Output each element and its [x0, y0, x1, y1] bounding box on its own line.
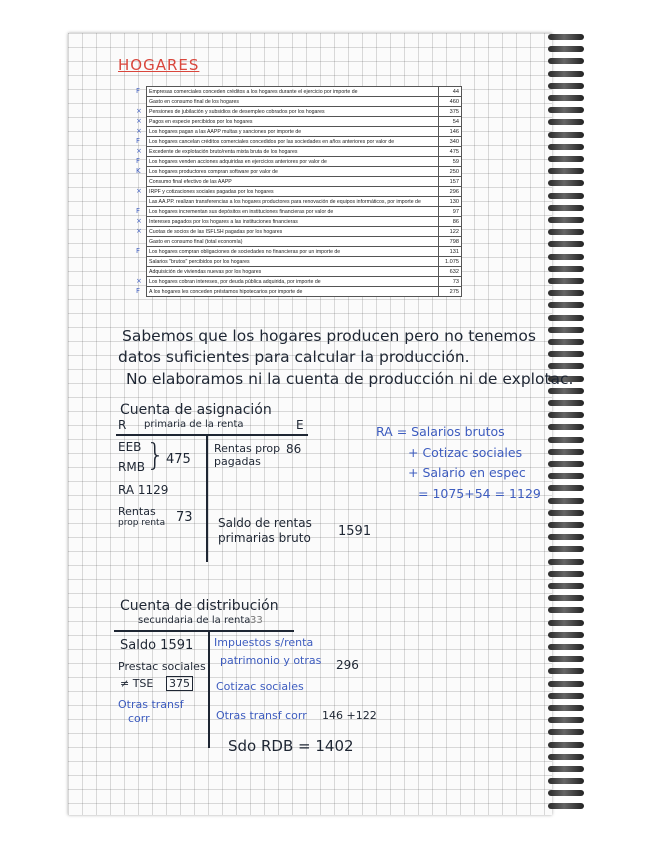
table-row — [147, 207, 462, 217]
table-cell-concept: Los hogares cobran intereses, por deuda pública adquirida, por importe de — [147, 277, 439, 287]
asignacion-saldo-2: primarias bruto — [218, 531, 311, 545]
asignacion-eeb-value: 475 — [166, 452, 191, 467]
table-mark: F — [136, 137, 141, 145]
spiral-coil — [548, 144, 584, 150]
spiral-coil — [548, 156, 584, 162]
spiral-coil — [548, 71, 584, 77]
table-cell-value: 375 — [439, 107, 462, 117]
table-cell-value: 146 — [439, 127, 462, 137]
table-cell-concept: Los hogares venden acciones adquiridas en ejercicios anteriores por valor de — [147, 157, 439, 167]
asignacion-saldo-value: 1591 — [338, 524, 372, 539]
distribucion-prestac: Prestac sociales — [118, 660, 206, 673]
spiral-coil — [548, 119, 584, 125]
table-mark: F — [136, 207, 141, 215]
table-row — [147, 87, 462, 97]
spiral-coil — [548, 534, 584, 540]
table-mark: × — [136, 187, 142, 195]
spiral-coil — [548, 717, 584, 723]
table-row — [147, 217, 462, 227]
spiral-coil — [548, 766, 584, 772]
spiral-coil — [548, 205, 584, 211]
spiral-coil — [548, 58, 584, 64]
table-cell-concept: Salarios "brutos" percibidos por los hogares — [147, 257, 439, 267]
table-mark: × — [136, 127, 142, 135]
distribucion-impuestos-2: patrimonio y otras — [220, 654, 322, 667]
spiral-coil — [548, 388, 584, 394]
asignacion-rentas-pagadas-2: pagadas — [214, 455, 261, 468]
table-cell-concept: Adquisición de viviendas nuevas por los hogares — [147, 267, 439, 277]
spiral-coil — [548, 583, 584, 589]
asignacion-rentas-pagadas: Rentas prop — [214, 442, 281, 455]
table-row — [147, 127, 462, 137]
table-cell-concept: Gasto en consumo final de los hogares — [147, 97, 439, 107]
asignacion-subtitle: primaria de la renta — [144, 419, 244, 430]
table-cell-value: 130 — [439, 197, 462, 207]
table-cell-concept: Intereses pagados por los hogares a las instituciones financieras — [147, 217, 439, 227]
distribucion-cotizac: Cotizac sociales — [216, 680, 304, 693]
spiral-coil — [548, 693, 584, 699]
distribucion-otras-left: Otras transf — [118, 698, 184, 711]
table-row — [147, 107, 462, 117]
table-cell-concept: Pensiones de jubilación y subsidios de desempleo cobrados por los hogares — [147, 107, 439, 117]
spiral-coil — [548, 107, 584, 113]
table-cell-value: 340 — [439, 137, 462, 147]
spiral-coil — [548, 217, 584, 223]
ra-note-3: + Salario en espec — [408, 465, 526, 480]
table-mark: × — [136, 217, 142, 225]
table-cell-value: 475 — [439, 147, 462, 157]
ra-note-1: RA = Salarios brutos — [376, 424, 505, 439]
table-cell-concept: Cuotas de socios de las ISFLSH pagadas por los hogares — [147, 227, 439, 237]
table-mark: × — [136, 147, 142, 155]
spiral-coil — [548, 278, 584, 284]
note-line-1: Sabemos que los hogares producen pero no tenemos — [122, 327, 536, 345]
table-mark: F — [136, 157, 141, 165]
table-cell-value: 460 — [439, 97, 462, 107]
distribucion-t-vertical — [208, 630, 210, 748]
table-row — [147, 197, 462, 207]
spiral-coil — [548, 254, 584, 260]
table-cell-concept: Gasto en consumo final (total economía) — [147, 237, 439, 247]
table-cell-concept: Las AA.PP. realizan transferencias a los hogares productores para renovación de equipos informáticos, por importe de — [147, 197, 439, 207]
table-row — [147, 237, 462, 247]
table-cell-concept: A los hogares les conceden préstamos hipotecarios por importe de — [147, 287, 439, 297]
spiral-coil — [548, 180, 584, 186]
asignacion-rentas-left-2: prop renta — [118, 518, 166, 528]
table-cell-value: 73 — [439, 277, 462, 287]
table-row — [147, 117, 462, 127]
spiral-coil — [548, 193, 584, 199]
spiral-coil — [548, 522, 584, 528]
distribucion-otras-right-value: 146 +122 — [322, 709, 377, 722]
spiral-coil — [548, 424, 584, 430]
spiral-coil — [548, 473, 584, 479]
distribucion-subtitle-note: 33 — [250, 615, 263, 626]
table-mark: F — [136, 87, 141, 95]
spiral-coil — [548, 83, 584, 89]
spiral-coil — [548, 803, 584, 809]
page-title: HOGARES — [118, 56, 200, 74]
table-mark: × — [136, 117, 142, 125]
ra-note-4: = 1075+54 = 1129 — [418, 486, 541, 501]
spiral-coil — [548, 742, 584, 748]
spiral-coil — [548, 668, 584, 674]
spiral-coil — [548, 363, 584, 369]
asignacion-rentas-left-value: 73 — [176, 510, 193, 525]
asignacion-left-head: R — [118, 418, 127, 432]
spiral-coil — [548, 644, 584, 650]
table-row — [147, 187, 462, 197]
asignacion-t-horizontal — [116, 434, 308, 436]
distribucion-saldo: Saldo 1591 — [120, 638, 194, 653]
spiral-coil — [548, 607, 584, 613]
table-mark: F — [136, 247, 141, 255]
table-cell-concept: Pagos en especie percibidos por los hogares — [147, 117, 439, 127]
table-cell-value: 250 — [439, 167, 462, 177]
spiral-coil — [548, 485, 584, 491]
distribucion-impuestos: Impuestos s/renta — [214, 636, 314, 649]
spiral-coil — [548, 498, 584, 504]
table-cell-value: 59 — [439, 157, 462, 167]
table-row — [147, 257, 462, 267]
spiral-coil — [548, 302, 584, 308]
distribucion-otras-left-2: corr — [128, 712, 150, 725]
distribucion-title: Cuenta de distribución — [120, 598, 279, 614]
asignacion-eeb: EEB — [118, 440, 142, 454]
table-mark: × — [136, 107, 142, 115]
spiral-coil — [548, 412, 584, 418]
note-line-2: datos suficientes para calcular la producción. — [118, 348, 470, 366]
spiral-coil — [548, 327, 584, 333]
ra-note-2: + Cotizac sociales — [408, 445, 523, 460]
asignacion-saldo: Saldo de rentas — [218, 516, 312, 530]
spiral-coil — [548, 595, 584, 601]
asignacion-ra: RA 1129 — [118, 483, 169, 497]
table-row — [147, 277, 462, 287]
table-cell-value: 86 — [439, 217, 462, 227]
note-line-3: No elaboramos ni la cuenta de producción ni de explotac. — [126, 370, 574, 388]
distribucion-rdb: Sdo RDB = 1402 — [228, 737, 354, 755]
table-row — [147, 267, 462, 277]
spiral-coil — [548, 132, 584, 138]
table-cell-concept: Consumo final efectivo de las AAPP — [147, 177, 439, 187]
spiral-binding — [548, 34, 588, 814]
distribucion-otras-right: Otras transf corr — [216, 709, 307, 722]
table-mark: K — [136, 167, 141, 175]
table-row — [147, 167, 462, 177]
spiral-coil — [548, 571, 584, 577]
table-row — [147, 177, 462, 187]
distribucion-tse: ≠ TSE — [120, 677, 154, 690]
spiral-coil — [548, 266, 584, 272]
table-mark: × — [136, 277, 142, 285]
spiral-coil — [548, 656, 584, 662]
table-row — [147, 97, 462, 107]
spiral-coil — [548, 449, 584, 455]
spiral-coil — [548, 34, 584, 40]
distribucion-impuestos-value: 296 — [336, 658, 359, 672]
table-cell-concept: Los hogares incrementan sus depósitos en instituciones financieras por valor de — [147, 207, 439, 217]
table-cell-concept: Los hogares cancelan créditos comerciales concedidos por las sociedades en años anteriores por valor de — [147, 137, 439, 147]
table-cell-value: 157 — [439, 177, 462, 187]
table-row — [147, 287, 462, 297]
table-row — [147, 247, 462, 257]
spiral-coil — [548, 229, 584, 235]
distribucion-subtitle: secundaria de la renta — [138, 615, 251, 626]
table-cell-value: 632 — [439, 267, 462, 277]
spiral-coil — [548, 778, 584, 784]
spiral-coil — [548, 510, 584, 516]
spiral-coil — [548, 559, 584, 565]
spiral-coil — [548, 705, 584, 711]
table-cell-value: 44 — [439, 87, 462, 97]
spiral-coil — [548, 546, 584, 552]
spiral-coil — [548, 729, 584, 735]
distribucion-t-horizontal — [114, 630, 294, 632]
table-cell-value: 97 — [439, 207, 462, 217]
spiral-coil — [548, 168, 584, 174]
spiral-coil — [548, 315, 584, 321]
asignacion-rentas-left: Rentas — [118, 505, 156, 518]
spiral-coil — [548, 46, 584, 52]
spiral-coil — [548, 790, 584, 796]
table-cell-value: 275 — [439, 287, 462, 297]
table-cell-concept: Los hogares compran obligaciones de sociedades no financieras por un importe de — [147, 247, 439, 257]
spiral-coil — [548, 339, 584, 345]
table-cell-concept: Empresas comerciales conceden créditos a los hogares durante el ejercicio por importe de — [147, 87, 439, 97]
table-cell-value: 131 — [439, 247, 462, 257]
data-table — [146, 86, 462, 297]
spiral-coil — [548, 681, 584, 687]
table-row — [147, 147, 462, 157]
spiral-coil — [548, 461, 584, 467]
asignacion-rentas-pagadas-value: 86 — [286, 442, 302, 456]
spiral-coil — [548, 620, 584, 626]
asignacion-rmb: RMB — [118, 460, 145, 474]
asignacion-right-head: E — [296, 418, 304, 432]
spiral-coil — [548, 437, 584, 443]
table-cell-value: 122 — [439, 227, 462, 237]
table-cell-value: 1.075 — [439, 257, 462, 267]
asignacion-brace: } — [146, 438, 166, 473]
table-row — [147, 157, 462, 167]
spiral-coil — [548, 632, 584, 638]
distribucion-tse-value: 375 — [166, 676, 193, 691]
spiral-coil — [548, 754, 584, 760]
table-cell-concept: Excedente de explotación bruto/renta mixta bruta de los hogares — [147, 147, 439, 157]
table-mark: F — [136, 287, 141, 295]
table-cell-value: 798 — [439, 237, 462, 247]
asignacion-t-vertical — [206, 434, 208, 562]
spiral-coil — [548, 241, 584, 247]
spiral-coil — [548, 95, 584, 101]
table-cell-value: 296 — [439, 187, 462, 197]
table-mark: × — [136, 227, 142, 235]
table-cell-value: 54 — [439, 117, 462, 127]
spiral-coil — [548, 290, 584, 296]
table-row — [147, 227, 462, 237]
spiral-coil — [548, 400, 584, 406]
table-cell-concept: IRPF y cotizaciones sociales pagadas por los hogares — [147, 187, 439, 197]
table-cell-concept: Los hogares pagan a las AAPP multas y sanciones por importe de — [147, 127, 439, 137]
table-cell-concept: Los hogares productores compran software por valor de — [147, 167, 439, 177]
asignacion-title: Cuenta de asignación — [120, 402, 272, 418]
table-row — [147, 137, 462, 147]
spiral-coil — [548, 351, 584, 357]
